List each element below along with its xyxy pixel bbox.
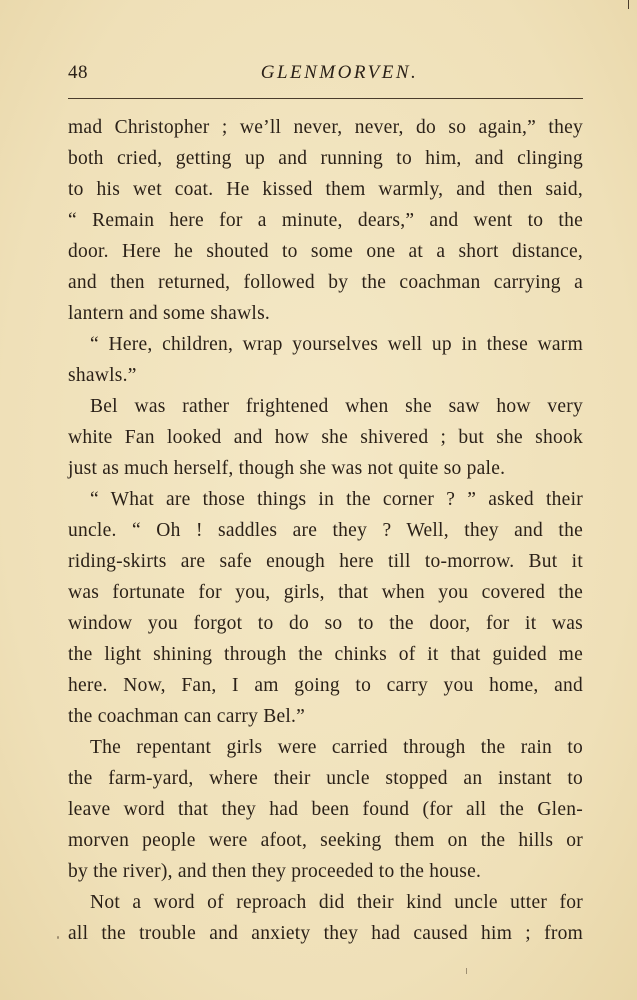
text-line: here. Now, Fan, I am going to carry you home, and — [68, 675, 583, 696]
text-line: and then returned, followed by the coachman carrying a — [68, 272, 583, 293]
text-line: to his wet coat. He kissed them warmly, and then said, — [68, 179, 583, 200]
page-header — [68, 58, 583, 88]
text-line: “ Remain here for a minute, dears,” and went to the — [68, 210, 583, 231]
text-line: window you forgot to do so to the door, for it was — [68, 613, 583, 634]
page-edge-mark — [628, 0, 629, 9]
text-line: Bel was rather frightened when she saw how very — [90, 396, 583, 417]
text-line: door. Here he shouted to some one at a short distance, — [68, 241, 583, 262]
paper-speck — [57, 936, 59, 939]
text-line: shawls.” — [68, 365, 137, 386]
header-rule — [68, 98, 583, 99]
text-line: Not a word of reproach did their kind uncle utter for — [90, 892, 583, 913]
text-line: by the river), and then they proceeded to the house. — [68, 861, 482, 882]
text-line: the coachman can carry Bel.” — [68, 706, 306, 727]
text-line: “ What are those things in the corner ? ” asked their — [90, 489, 583, 510]
text-line: white Fan looked and how she shivered ; but she shook — [68, 427, 583, 448]
text-line: both cried, getting up and running to him, and clinging — [68, 148, 583, 169]
text-line: uncle. “ Oh ! saddles are they ? Well, they and the — [68, 520, 583, 541]
text-line: morven people were afoot, seeking them on the hills or — [68, 830, 583, 851]
text-line: was fortunate for you, girls, that when you covered the — [68, 582, 583, 603]
page-number: 48 — [68, 62, 88, 83]
text-line: lantern and some shawls. — [68, 303, 271, 324]
text-line: mad Christopher ; we’ll never, never, do so again,” they — [68, 117, 583, 138]
text-line: leave word that they had been found (for all the Glen- — [68, 799, 583, 820]
paper-speck — [466, 968, 467, 974]
text-line: the farm-yard, where their uncle stopped an instant to — [68, 768, 583, 789]
running-title: GLENMORVEN. — [260, 62, 419, 83]
body-text — [68, 112, 583, 949]
text-line: just as much herself, though she was not quite so pale. — [68, 458, 506, 479]
text-line: “ Here, children, wrap yourselves well up in these warm — [90, 334, 583, 355]
text-line: all the trouble and anxiety they had caused him ; from — [68, 923, 583, 944]
text-line: The repentant girls were carried through the rain to — [90, 737, 583, 758]
text-line: the light shining through the chinks of it that guided me — [68, 644, 583, 665]
text-line: riding-skirts are safe enough here till to-morrow. But it — [68, 551, 583, 572]
